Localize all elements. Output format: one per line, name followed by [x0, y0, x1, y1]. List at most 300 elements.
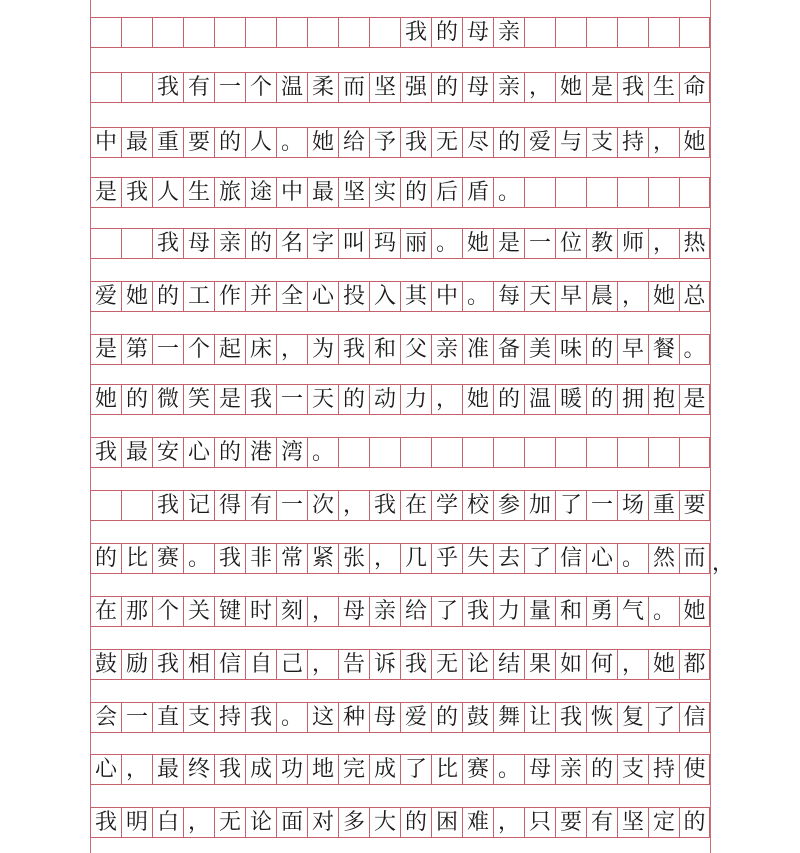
grid-cell: 。: [679, 334, 710, 365]
grid-cell: 告: [338, 649, 369, 680]
grid-cell: 她: [462, 384, 493, 415]
grid-cell: 暖: [555, 384, 586, 415]
grid-cell: 的: [121, 384, 152, 415]
grid-cell: 心: [90, 754, 121, 785]
grid-cell: 。: [307, 437, 338, 468]
grid-cell: 天: [307, 384, 338, 415]
grid-cell: 一: [121, 702, 152, 733]
grid-cell: [617, 177, 648, 208]
grid-cell: 生: [183, 177, 214, 208]
grid-cell: 是: [214, 384, 245, 415]
grid-cell: 紧: [307, 543, 338, 574]
grid-cell: [679, 177, 710, 208]
grid-cell: 准: [462, 334, 493, 365]
grid-cell: 我: [245, 384, 276, 415]
grid-cell: 是: [586, 72, 617, 103]
grid-cell: 一: [276, 490, 307, 521]
grid-cell: 入: [369, 281, 400, 312]
grid-cell: 中: [276, 177, 307, 208]
grid-cell: 持: [214, 702, 245, 733]
grid-cell: 刻: [276, 596, 307, 627]
grid-cell: 是: [679, 384, 710, 415]
grid-cell: 旅: [214, 177, 245, 208]
grid-cell: 是: [90, 334, 121, 365]
grid-cell: 的: [400, 177, 431, 208]
grid-cell: 个: [152, 596, 183, 627]
grid-cell: 学: [431, 490, 462, 521]
grid-cell: 完: [338, 754, 369, 785]
grid-cell: 晨: [586, 281, 617, 312]
grid-cell: 难: [462, 807, 493, 838]
grid-cell: 对: [307, 807, 338, 838]
grid-cell: 己: [276, 649, 307, 680]
grid-cell: [524, 177, 555, 208]
grid-cell: 生: [648, 72, 679, 103]
grid-cell: 的: [586, 334, 617, 365]
grid-cell: [121, 490, 152, 521]
grid-cell: 的: [679, 807, 710, 838]
grid-cell: 的: [586, 384, 617, 415]
grid-cell: 我: [617, 72, 648, 103]
grid-cell: 总: [679, 281, 710, 312]
grid-cell: ，: [121, 754, 152, 785]
grid-cell: 名: [276, 228, 307, 259]
grid-cell: 要: [555, 807, 586, 838]
grid-cell: 早: [617, 334, 648, 365]
grid-cell: 支: [586, 127, 617, 158]
grid-cell: 功: [276, 754, 307, 785]
grid-cell: 母: [183, 228, 214, 259]
grid-cell: 她: [648, 649, 679, 680]
grid-cell: 在: [400, 490, 431, 521]
grid-cell: 面: [276, 807, 307, 838]
grid-cell: 我: [400, 127, 431, 158]
grid-cell: [369, 17, 400, 48]
grid-row: [90, 754, 710, 785]
grid-cell: ，: [617, 281, 648, 312]
grid-row: [90, 334, 710, 365]
grid-cell: 早: [555, 281, 586, 312]
grid-cell: ，: [648, 127, 679, 158]
grid-cell: 去: [493, 543, 524, 574]
grid-cell: 我: [152, 649, 183, 680]
grid-cell: [338, 437, 369, 468]
grid-cell: 天: [524, 281, 555, 312]
grid-cell: [648, 17, 679, 48]
grid-cell: 有: [586, 807, 617, 838]
grid-cell: 要: [679, 490, 710, 521]
grid-cell: 持: [617, 127, 648, 158]
grid-cell: 心: [307, 281, 338, 312]
grid-cell: [586, 437, 617, 468]
grid-cell: 得: [214, 490, 245, 521]
grid-cell: [338, 17, 369, 48]
grid-cell: [369, 437, 400, 468]
grid-cell: 餐: [648, 334, 679, 365]
grid-cell: [524, 17, 555, 48]
grid-row: [90, 543, 710, 574]
grid-cell: 而: [679, 543, 710, 574]
grid-cell: 。: [431, 228, 462, 259]
grid-cell: 记: [183, 490, 214, 521]
grid-cell: 一: [214, 72, 245, 103]
grid-cell: 结: [493, 649, 524, 680]
grid-cell: 。: [493, 754, 524, 785]
grid-row: [90, 807, 710, 838]
grid-row: [90, 490, 710, 521]
grid-cell: 相: [183, 649, 214, 680]
grid-cell: 床: [245, 334, 276, 365]
grid-cell: 我: [400, 649, 431, 680]
grid-cell: [90, 17, 121, 48]
grid-cell: 让: [524, 702, 555, 733]
grid-cell: [617, 437, 648, 468]
grid-cell: 。: [493, 177, 524, 208]
grid-cell: 勇: [586, 596, 617, 627]
grid-cell: 坚: [617, 807, 648, 838]
grid-cell: 。: [617, 543, 648, 574]
grid-cell: 字: [307, 228, 338, 259]
grid-cell: 人: [152, 177, 183, 208]
grid-cell: 地: [307, 754, 338, 785]
grid-cell: 亲: [431, 334, 462, 365]
grid-cell: 我: [369, 490, 400, 521]
grid-cell: 我: [214, 754, 245, 785]
grid-cell: 定: [648, 807, 679, 838]
grid-cell: 了: [524, 543, 555, 574]
grid-cell: 论: [245, 807, 276, 838]
grid-cell: 动: [369, 384, 400, 415]
grid-cell: 要: [183, 127, 214, 158]
grid-cell: 一: [152, 334, 183, 365]
grid-row: [90, 127, 710, 158]
grid-cell: 后: [431, 177, 462, 208]
grid-cell: 亲: [555, 754, 586, 785]
grid-cell: 力: [400, 384, 431, 415]
grid-cell: [214, 17, 245, 48]
grid-cell: 的: [400, 807, 431, 838]
grid-cell: 的: [586, 754, 617, 785]
grid-cell: 并: [245, 281, 276, 312]
grid-cell: 信: [679, 702, 710, 733]
grid-cell: 个: [183, 334, 214, 365]
grid-cell: 爱: [90, 281, 121, 312]
grid-cell: 尽: [462, 127, 493, 158]
grid-row: [90, 72, 710, 103]
grid-cell: 途: [245, 177, 276, 208]
grid-cell: 丽: [400, 228, 431, 259]
grid-cell: 我: [90, 807, 121, 838]
grid-cell: 我: [90, 437, 121, 468]
grid-cell: 与: [555, 127, 586, 158]
margin-punctuation: ，: [712, 551, 735, 576]
grid-cell: 投: [338, 281, 369, 312]
grid-cell: 第: [121, 334, 152, 365]
grid-cell: 舞: [493, 702, 524, 733]
grid-cell: 张: [338, 543, 369, 574]
grid-cell: 我: [245, 702, 276, 733]
grid-cell: 我: [462, 596, 493, 627]
grid-cell: 校: [462, 490, 493, 521]
grid-cell: 微: [152, 384, 183, 415]
grid-cell: 参: [493, 490, 524, 521]
grid-cell: 湾: [276, 437, 307, 468]
grid-cell: 了: [555, 490, 586, 521]
grid-cell: 种: [338, 702, 369, 733]
grid-cell: 盾: [462, 177, 493, 208]
grid-cell: 有: [183, 72, 214, 103]
grid-cell: 她: [462, 228, 493, 259]
grid-cell: 亲: [369, 596, 400, 627]
grid-cell: 关: [183, 596, 214, 627]
grid-row: [90, 228, 710, 259]
grid-cell: [90, 228, 121, 259]
grid-cell: 其: [400, 281, 431, 312]
grid-cell: 工: [183, 281, 214, 312]
grid-cell: 大: [369, 807, 400, 838]
grid-cell: [121, 228, 152, 259]
grid-cell: 的: [493, 127, 524, 158]
grid-row: [90, 281, 710, 312]
grid-cell: 次: [307, 490, 338, 521]
grid-cell: 美: [524, 334, 555, 365]
grid-cell: 母: [524, 754, 555, 785]
grid-cell: 父: [400, 334, 431, 365]
grid-cell: ，: [307, 649, 338, 680]
grid-cell: 亲: [493, 17, 524, 48]
grid-cell: ，: [369, 543, 400, 574]
grid-cell: 她: [555, 72, 586, 103]
grid-cell: 位: [555, 228, 586, 259]
grid-cell: 的: [431, 72, 462, 103]
grid-row: [90, 17, 710, 48]
grid-cell: 她: [121, 281, 152, 312]
grid-cell: 她: [679, 127, 710, 158]
grid-cell: [555, 17, 586, 48]
grid-cell: 的: [90, 543, 121, 574]
grid-cell: 了: [400, 754, 431, 785]
grid-cell: 人: [245, 127, 276, 158]
grid-cell: 的: [245, 228, 276, 259]
grid-cell: 几: [400, 543, 431, 574]
grid-cell: 我: [338, 334, 369, 365]
grid-cell: 热: [679, 228, 710, 259]
grid-cell: 和: [369, 334, 400, 365]
grid-cell: 全: [276, 281, 307, 312]
grid-cell: 柔: [307, 72, 338, 103]
grid-cell: [648, 437, 679, 468]
grid-cell: 鼓: [462, 702, 493, 733]
grid-cell: [121, 72, 152, 103]
grid-cell: 她: [90, 384, 121, 415]
grid-row: [90, 384, 710, 415]
grid-cell: 持: [648, 754, 679, 785]
grid-cell: 最: [152, 754, 183, 785]
grid-cell: 最: [121, 437, 152, 468]
grid-cell: 每: [493, 281, 524, 312]
grid-cell: ，: [338, 490, 369, 521]
grid-cell: 失: [462, 543, 493, 574]
grid-cell: [183, 17, 214, 48]
grid-cell: 最: [121, 127, 152, 158]
grid-cell: 实: [369, 177, 400, 208]
grid-cell: 我: [214, 543, 245, 574]
grid-cell: 直: [152, 702, 183, 733]
grid-cell: 为: [307, 334, 338, 365]
grid-cell: 安: [152, 437, 183, 468]
grid-cell: 是: [493, 228, 524, 259]
grid-cell: 成: [245, 754, 276, 785]
grid-cell: 温: [524, 384, 555, 415]
grid-cell: 心: [586, 543, 617, 574]
grid-cell: 我: [555, 702, 586, 733]
grid-cell: 拥: [617, 384, 648, 415]
grid-cell: 一: [586, 490, 617, 521]
grid-cell: 支: [183, 702, 214, 733]
grid-cell: 作: [214, 281, 245, 312]
grid-cell: [462, 437, 493, 468]
grid-cell: 备: [493, 334, 524, 365]
grid-cell: 母: [462, 17, 493, 48]
grid-cell: [90, 72, 121, 103]
grid-cell: 的: [152, 281, 183, 312]
grid-cell: 气: [617, 596, 648, 627]
grid-row: [90, 649, 710, 680]
grid-cell: 爱: [524, 127, 555, 158]
grid-cell: [524, 437, 555, 468]
grid-cell: 港: [245, 437, 276, 468]
grid-cell: 抱: [648, 384, 679, 415]
grid-cell: 她: [648, 281, 679, 312]
grid-cell: 比: [121, 543, 152, 574]
grid-cell: [121, 17, 152, 48]
grid-cell: [555, 177, 586, 208]
right-margin-line: [710, 0, 711, 853]
grid-cell: 笑: [183, 384, 214, 415]
grid-cell: [679, 17, 710, 48]
grid-cell: 给: [338, 127, 369, 158]
grid-cell: 只: [524, 807, 555, 838]
grid-cell: 有: [245, 490, 276, 521]
grid-cell: 诉: [369, 649, 400, 680]
grid-cell: 。: [276, 127, 307, 158]
grid-cell: [617, 17, 648, 48]
grid-cell: 母: [462, 72, 493, 103]
grid-cell: 坚: [338, 177, 369, 208]
grid-cell: 在: [90, 596, 121, 627]
grid-cell: 加: [524, 490, 555, 521]
grid-cell: 爱: [400, 702, 431, 733]
grid-cell: 的: [431, 17, 462, 48]
grid-cell: 我: [121, 177, 152, 208]
grid-cell: 。: [183, 543, 214, 574]
grid-cell: [245, 17, 276, 48]
grid-cell: 一: [524, 228, 555, 259]
grid-cell: 乎: [431, 543, 462, 574]
grid-cell: 中: [431, 281, 462, 312]
grid-cell: 教: [586, 228, 617, 259]
grid-cell: 玛: [369, 228, 400, 259]
grid-cell: 常: [276, 543, 307, 574]
grid-cell: [493, 437, 524, 468]
grid-cell: 重: [648, 490, 679, 521]
grid-cell: 。: [276, 702, 307, 733]
grid-cell: 和: [555, 596, 586, 627]
grid-cell: 果: [524, 649, 555, 680]
grid-cell: 母: [338, 596, 369, 627]
grid-row: [90, 702, 710, 733]
grid-cell: 而: [338, 72, 369, 103]
grid-row: [90, 437, 710, 468]
grid-cell: 一: [276, 384, 307, 415]
grid-cell: 信: [214, 649, 245, 680]
grid-cell: 支: [617, 754, 648, 785]
grid-cell: 的: [493, 384, 524, 415]
grid-cell: 明: [121, 807, 152, 838]
grid-cell: 叫: [338, 228, 369, 259]
grid-cell: 起: [214, 334, 245, 365]
grid-cell: 那: [121, 596, 152, 627]
grid-cell: 鼓: [90, 649, 121, 680]
grid-cell: 温: [276, 72, 307, 103]
grid-cell: 的: [431, 702, 462, 733]
grid-cell: [586, 177, 617, 208]
grid-cell: 无: [214, 807, 245, 838]
grid-cell: ，: [307, 596, 338, 627]
grid-cell: [276, 17, 307, 48]
grid-cell: 的: [214, 437, 245, 468]
grid-cell: 予: [369, 127, 400, 158]
grid-cell: [586, 17, 617, 48]
grid-cell: 复: [617, 702, 648, 733]
grid-cell: 最: [307, 177, 338, 208]
grid-cell: 多: [338, 807, 369, 838]
grid-cell: 时: [245, 596, 276, 627]
grid-cell: 味: [555, 334, 586, 365]
grid-cell: 心: [183, 437, 214, 468]
grid-cell: 非: [245, 543, 276, 574]
grid-cell: 无: [431, 127, 462, 158]
grid-cell: 都: [679, 649, 710, 680]
grid-cell: [648, 177, 679, 208]
grid-cell: ，: [617, 649, 648, 680]
grid-cell: 赛: [152, 543, 183, 574]
grid-cell: 的: [338, 384, 369, 415]
grid-cell: 赛: [462, 754, 493, 785]
grid-cell: 的: [214, 127, 245, 158]
grid-cell: [555, 437, 586, 468]
grid-cell: 使: [679, 754, 710, 785]
grid-cell: 强: [400, 72, 431, 103]
grid-cell: [431, 437, 462, 468]
grid-cell: [152, 17, 183, 48]
grid-cell: 她: [307, 127, 338, 158]
grid-cell: ，: [493, 807, 524, 838]
grid-cell: 论: [462, 649, 493, 680]
grid-cell: 中: [90, 127, 121, 158]
grid-cell: 成: [369, 754, 400, 785]
grid-cell: 恢: [586, 702, 617, 733]
grid-cell: ，: [276, 334, 307, 365]
grid-cell: 力: [493, 596, 524, 627]
grid-cell: 我: [152, 490, 183, 521]
grid-cell: 个: [245, 72, 276, 103]
grid-row: [90, 596, 710, 627]
grid-cell: 量: [524, 596, 555, 627]
grid-cell: 重: [152, 127, 183, 158]
grid-cell: ，: [648, 228, 679, 259]
grid-cell: 键: [214, 596, 245, 627]
